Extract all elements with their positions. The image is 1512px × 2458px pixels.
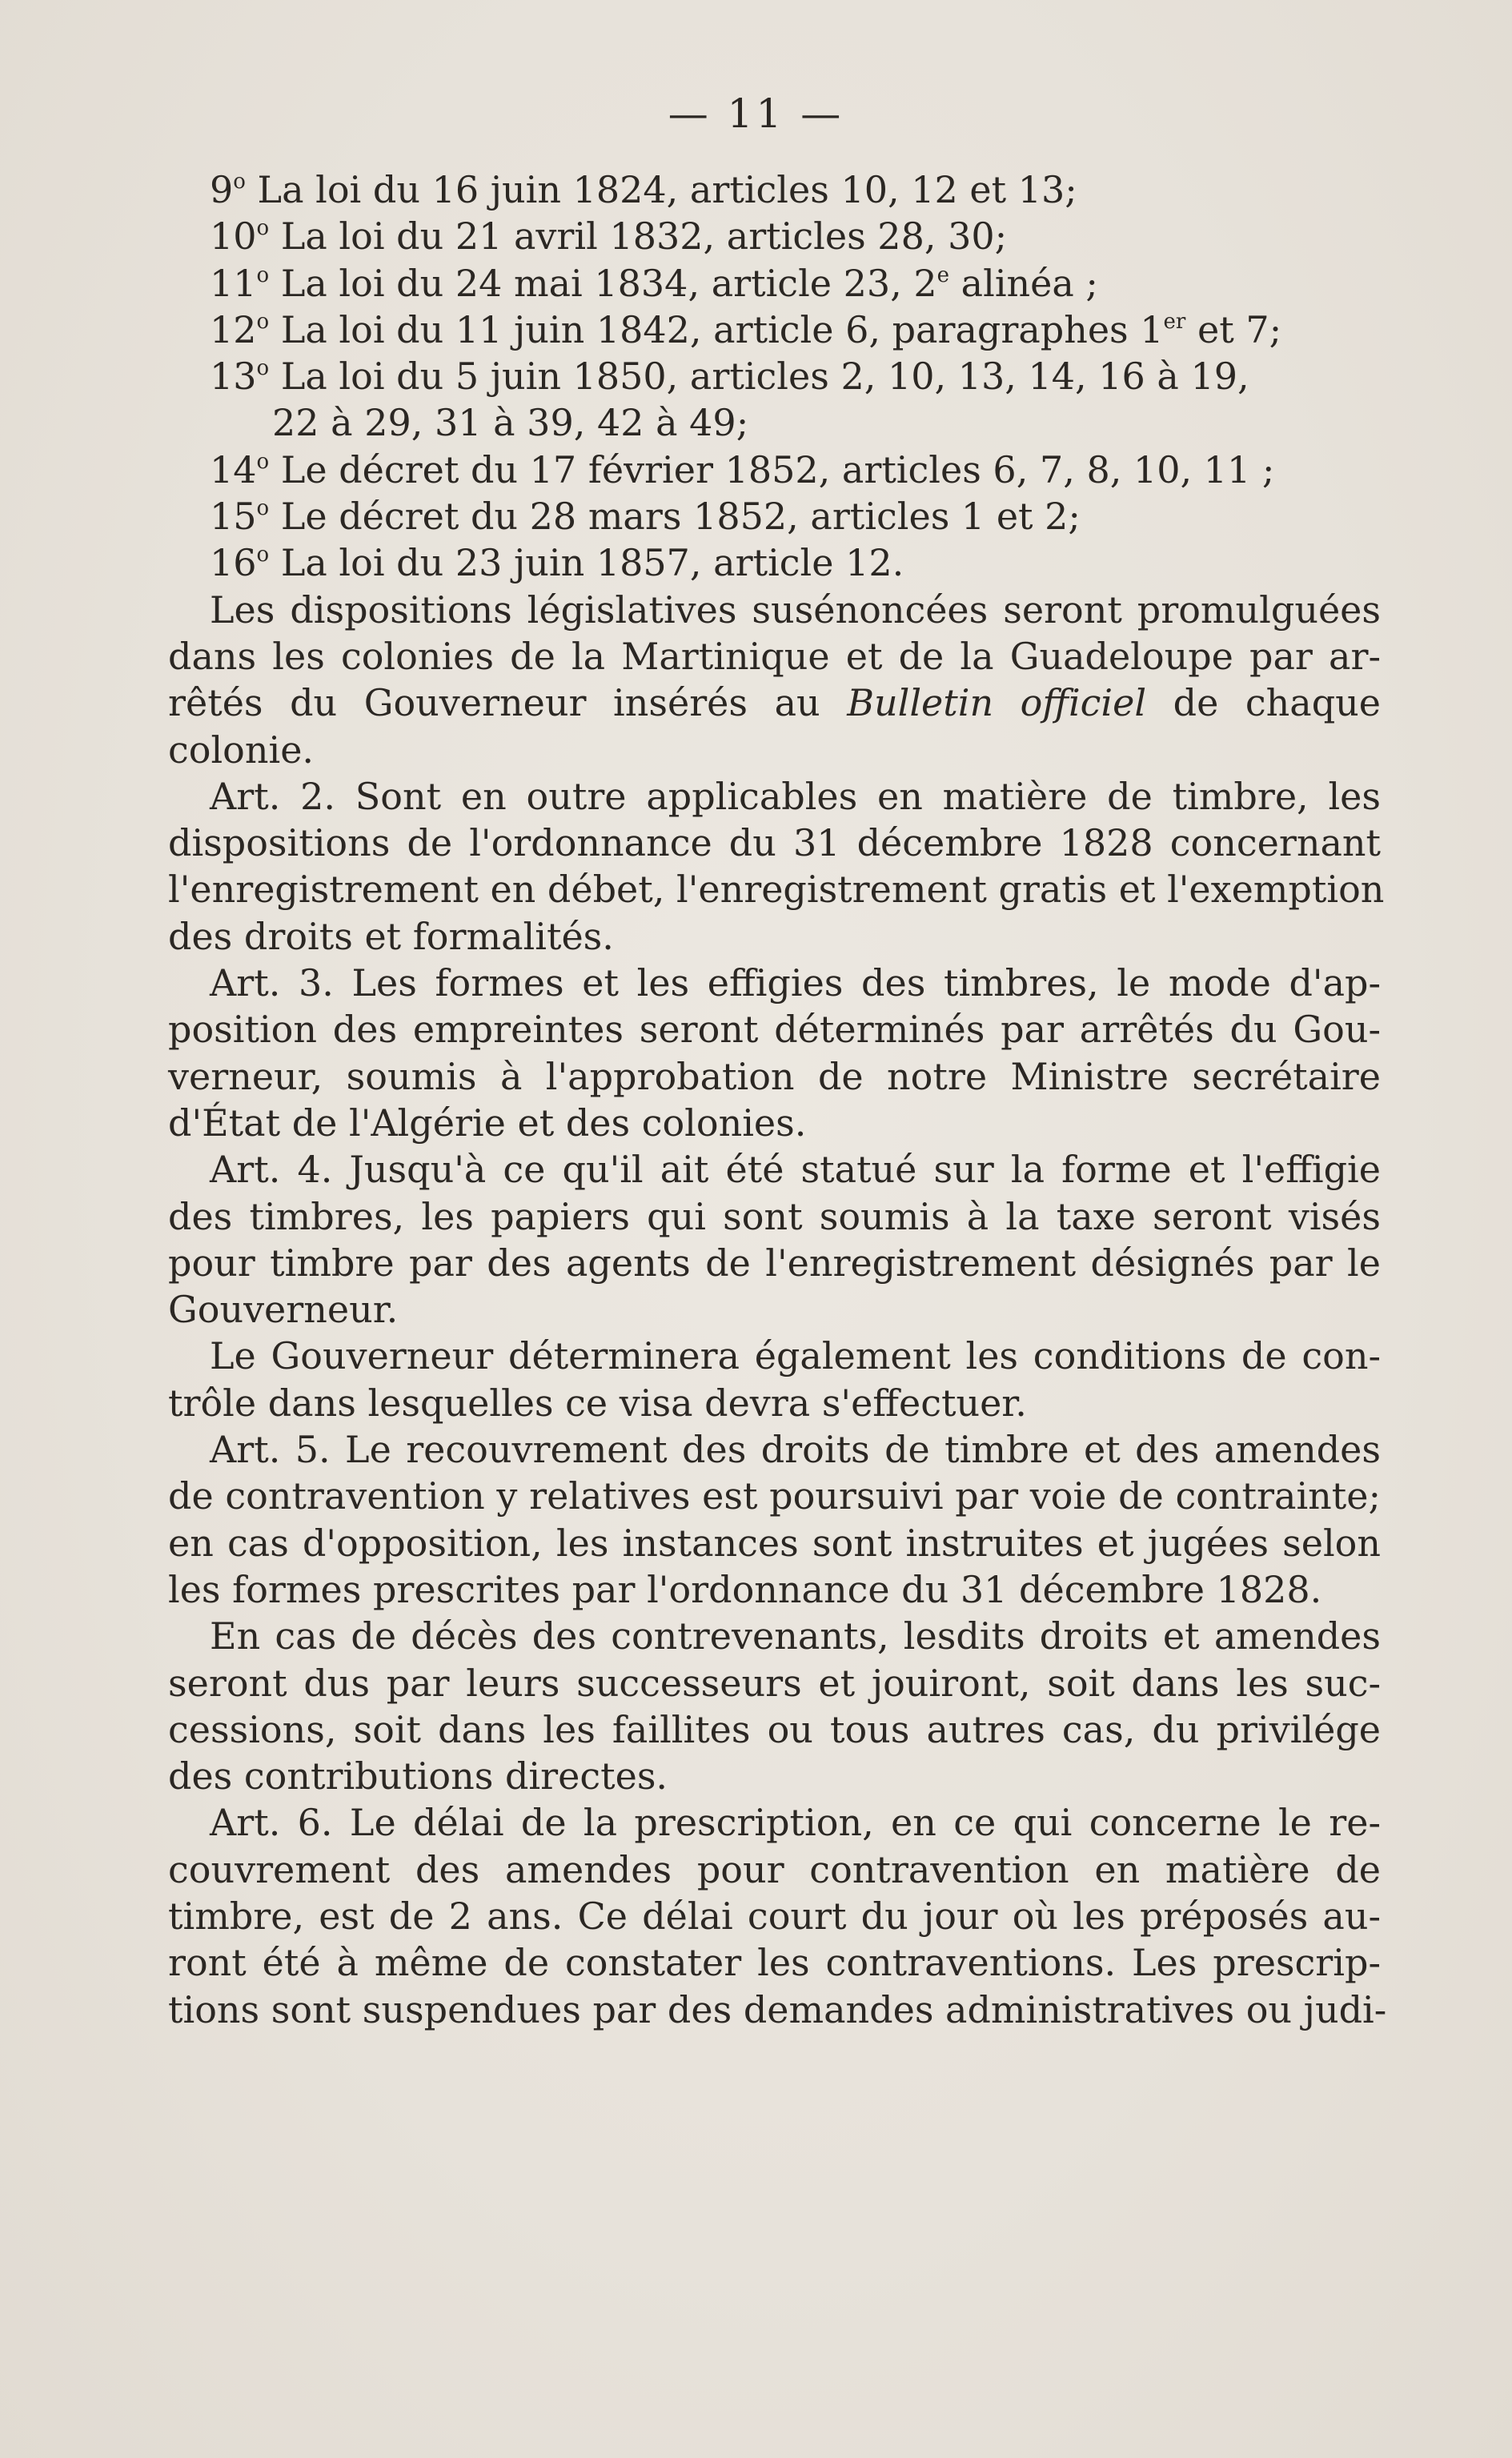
list-item: 11$^o$ La loi du 24 mai 1834, article 23, 2e alinéa ; — [210, 261, 1098, 305]
list-item-continuation: 22 à 29, 31 à 39, 42 à 49; — [272, 401, 749, 445]
article-5-deceased: En cas de décès des contrevenants, lesdits droits et amendes seront dus par leurs successeurs et jouiront, soit dans les suc- cessions, soit dans les faillites ou tous autres cas, du privilége des contributions directes. — [168, 1614, 1381, 1798]
article-4: Art. 4. Jusqu'à ce qu'il ait été statué sur la forme et l'effigie des timbres, les papiers qui sont soumis à la taxe seront visés pour timbre par des agents de l'enregistrement désignés par le Gouverneur. — [168, 1148, 1381, 1332]
list-item: 10$^o$ La loi du 21 avril 1832, articles 28, 30; — [210, 215, 1008, 259]
paragraph-promulgation: Les dispositions législatives susénoncées seront promulguées dans les colonies de la Martinique et de la Guadeloupe par ar- rêtés du Gouverneur insérés au Bulletin officiel de chaque colonie. — [168, 587, 1381, 772]
list-item: 14$^o$ Le décret du 17 février 1852, articles 6, 7, 8, 10, 11 ; — [210, 447, 1275, 491]
article-2: Art. 2. Sont en outre applicables en matière de timbre, les dispositions de l'ordonnance du 31 décembre 1828 concernant l'enregistrement en débet, l'enregistrement gratis et l'exemption des droits et formalités. — [168, 774, 1385, 958]
list-item: 16$^o$ La loi du 23 juin 1857, article 12. — [210, 541, 904, 585]
list-item: 15$^o$ Le décret du 28 mars 1852, articles 1 et 2; — [210, 495, 1081, 539]
article-6: Art. 6. Le délai de la prescription, en ce qui concerne le re- couvrement des amendes pour contravention en matière de timbre, est de 2 ans. Ce délai court du jour où les préposés au- ront été à même de constater les contraventions. Les prescrip- tions sont suspendues par des demandes administratives ou judi- — [168, 1801, 1387, 2031]
list-item: 9$^o$ La loi du 16 juin 1824, articles 10, 12 et 13; — [210, 168, 1077, 211]
article-4-control: Le Gouverneur déterminera également les conditions de con- trôle dans lesquelles ce visa devra s'effectuer. — [168, 1334, 1381, 1425]
list-item: 12$^o$ La loi du 11 juin 1842, article 6, paragraphes 1er et 7; — [210, 307, 1282, 351]
bulletin-officiel-title: Bulletin officiel — [847, 681, 1147, 725]
page-number: — 11 — — [668, 90, 844, 137]
article-3: Art. 3. Les formes et les effigies des timbres, le mode d'ap- position des empreintes seront déterminés par arrêtés du Gou- verneur, soumis à l'approbation de notre Ministre secrétaire d'État de l'Algérie et des colonies. — [168, 961, 1381, 1145]
article-5: Art. 5. Le recouvrement des droits de timbre et des amendes de contravention y relatives est poursuivi par voie de contrainte; en cas d'opposition, les instances sont instruites et jugées selon les formes prescrites par l'ordonnance du 31 décembre 1828. — [168, 1428, 1381, 1611]
document-body — [168, 166, 1387, 2033]
law-list — [168, 166, 1381, 587]
list-item: 13$^o$ La loi du 5 juin 1850, articles 2, 10, 13, 14, 16 à 19, — [210, 355, 1249, 399]
